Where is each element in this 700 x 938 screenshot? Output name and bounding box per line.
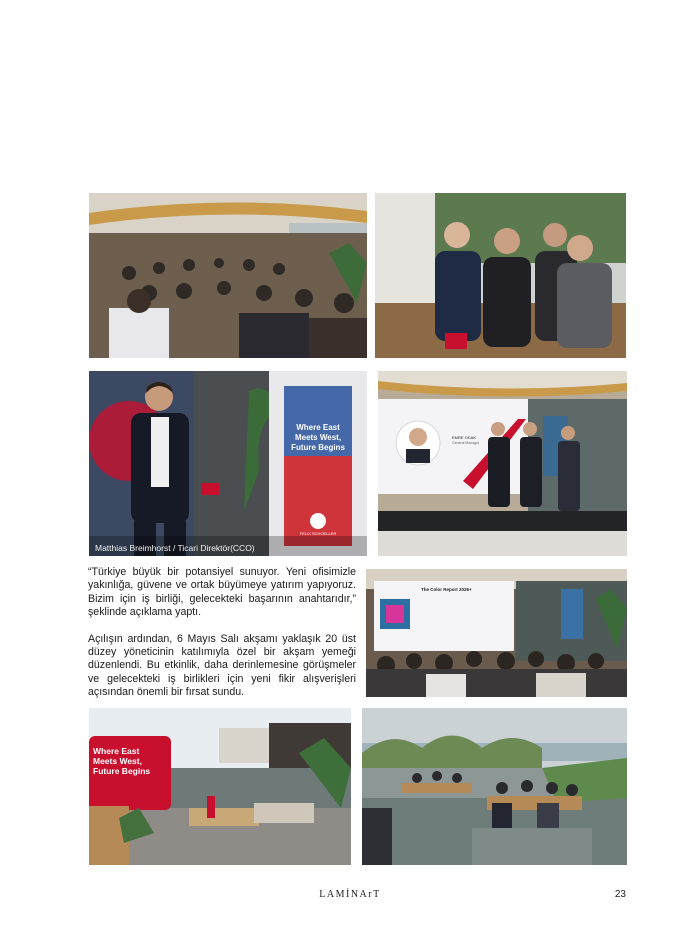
photo-panel-guests xyxy=(375,193,626,358)
article-paragraph-1: “Türkiye büyük bir potansiyel sunuyor. Yeni ofisimizle yakınlığa, güvene ve ortak büyümeye yatırım yapıyoruz. Bizim için iş birliği, gelecekteki başarının anahtarıdır,” şeklinde açıklama yaptı. xyxy=(88,566,356,619)
photo-terrace-dinner xyxy=(362,708,627,865)
banner-brand: FELIX SCHOELLER xyxy=(299,531,337,536)
screen-name: EMRE OCAK xyxy=(452,435,477,440)
page-number: 23 xyxy=(614,889,626,900)
slide-title: The Color Report 2026+ xyxy=(421,587,472,592)
banner-line-2: Meets West, xyxy=(294,433,342,442)
terrace-banner-line-2: Meets West, xyxy=(93,756,142,766)
photo-conference-audience xyxy=(89,193,367,358)
article-paragraph-2: Açılışın ardından, 6 Mayıs Salı akşamı yaklaşık 20 üst düzey yöneticinin katılımıyla özel bir akşam yemeği düzenlendi. Bu etkinlik, daha derinlemesine görüşmeler ve gelecekteki iş birlikleri için yeni fikir alışverişleri açısından önemli bir fırsat sundu. xyxy=(88,632,356,699)
article-text xyxy=(88,566,356,713)
screen-role: General Manager xyxy=(452,441,480,445)
banner-line-3: Future Begins xyxy=(291,443,345,452)
terrace-banner-line-1: Where East xyxy=(93,746,140,756)
banner-line-1: Where East xyxy=(296,423,340,432)
photo-caption: Matthias Breimhorst / Ticari Direktör(CCO) xyxy=(95,543,255,553)
photo-speaker-presenting xyxy=(89,371,367,556)
photo-stage-handshake xyxy=(378,371,627,556)
terrace-banner-line-3: Future Begins xyxy=(93,766,151,776)
photo-terrace-banner xyxy=(89,708,351,865)
footer-brand: LAMİNArT xyxy=(319,889,381,900)
photo-presentation-screen xyxy=(366,569,627,697)
